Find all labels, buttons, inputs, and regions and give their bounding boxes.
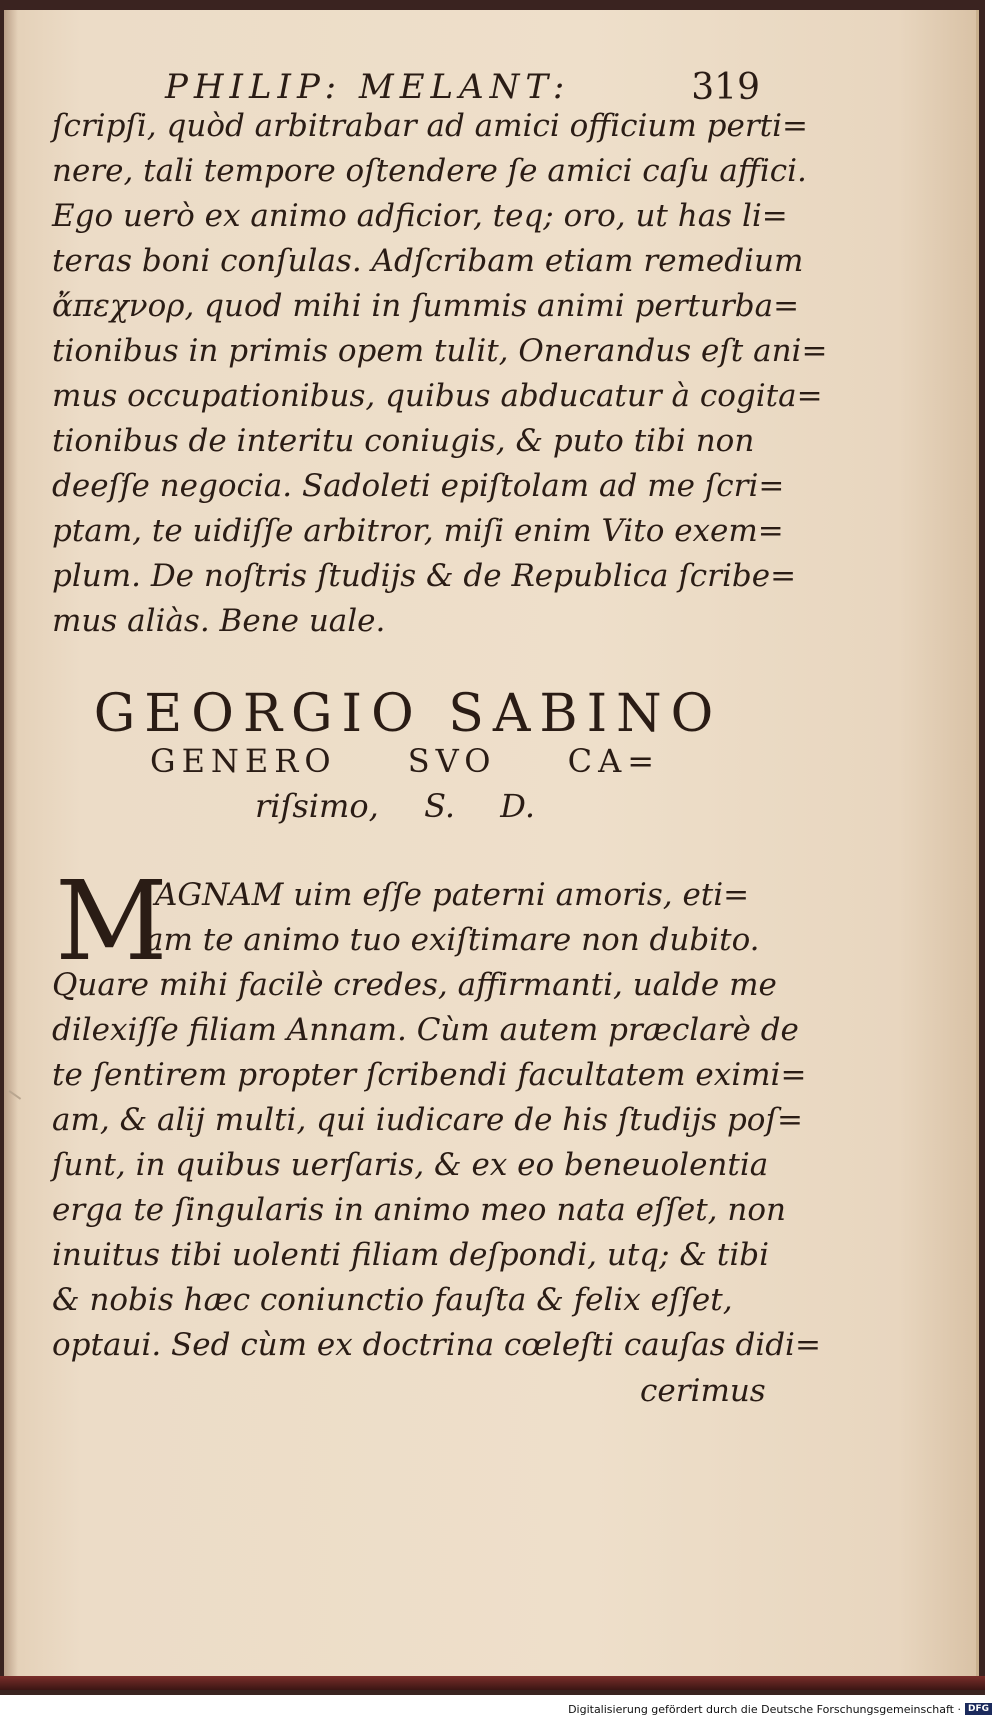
text-line: Ego uerò ex animo adficior, teq; oro, ut has li= [52, 198, 788, 234]
text-line: nere, tali tempore oſtendere ſe amici caſu affici. [52, 153, 807, 189]
letter-heading-line3 [255, 787, 535, 825]
text-line: erga te ſingularis in animo meo nata eſſet, non [52, 1192, 786, 1228]
text-line: optaui. Sed cùm ex doctrina cœleſti cauſas didi= [52, 1327, 821, 1363]
credit-text: Digitalisierung gefördert durch die Deutsche Forschungsgemeinschaft · [568, 1702, 961, 1716]
text-line: & nobis hæc coniunctio fauſta & felix eſſet, [52, 1282, 733, 1318]
heading-word: riſsimo, [255, 787, 379, 825]
text-line: mus occupationibus, quibus abducatur à cogita= [52, 378, 823, 414]
text-line: tionibus de interitu coniugis, & puto tibi non [52, 423, 755, 459]
text-line: ſcripſi, quòd arbitrabar ad amici officium perti= [52, 108, 808, 144]
letter-heading-line2 [150, 742, 660, 780]
text-line: AGNAM uim eſſe paterni amoris, eti= [155, 877, 750, 913]
dfg-logo: DFG [965, 1703, 992, 1715]
text-line: te ſentirem propter ſcribendi facultatem eximi= [52, 1057, 807, 1093]
running-head [165, 64, 760, 110]
text-line: ſunt, in quibus uerſaris, & ex eo beneuolentia [52, 1147, 769, 1183]
text-line: Quare mihi facilè credes, affirmanti, ualde me [52, 967, 777, 1003]
running-head-title: PHILIP: MELANT: [165, 67, 571, 107]
text-line: am, & alij multi, qui iudicare de his ſtudijs poſ= [52, 1102, 803, 1138]
catchword: cerimus [640, 1373, 766, 1409]
heading-word: GENERO [150, 742, 337, 780]
page-number: 319 [691, 66, 760, 108]
letter-heading-addressee: GEORGIO SABINO [93, 684, 723, 744]
text-line: ἄπεχνορ, quod mihi in ſummis animi perturba= [52, 288, 800, 324]
drop-cap: M [55, 857, 168, 985]
text-line: am te animo tuo exiſtimare non dubito. [145, 922, 760, 958]
text-line: teras boni conſulas. Adſcribam etiam remedium [52, 243, 804, 279]
heading-word: SVO [407, 742, 497, 780]
gutter-shadow [4, 10, 18, 1682]
text-line: plum. De noſtris ſtudijs & de Republica ſcribe= [52, 558, 797, 594]
book-edge [0, 1676, 985, 1690]
text-line: tionibus in primis opem tulit, Onerandus eſt ani= [52, 333, 828, 369]
heading-word: D. [500, 787, 535, 825]
heading-word: CA= [567, 742, 660, 780]
text-line: mus aliàs. Bene uale. [52, 603, 386, 639]
digitization-credit [568, 1700, 992, 1718]
text-line: ptam, te uidiſſe arbitror, miſi enim Vito exem= [52, 513, 784, 549]
text-line: inuitus tibi uolenti filiam deſpondi, utq; & tibi [52, 1237, 769, 1273]
text-line: deeſſe negocia. Sadoleti epiſtolam ad me ſcri= [52, 468, 785, 504]
heading-word: S. [424, 787, 456, 825]
text-line: dilexiſſe filiam Annam. Cùm autem præclarè de [52, 1012, 799, 1048]
